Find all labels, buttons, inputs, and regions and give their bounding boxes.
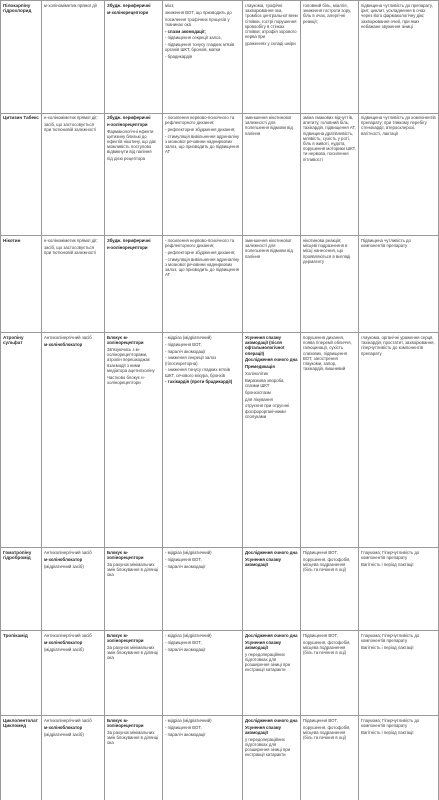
- text-line: Антихолінергічний засіб: [44, 633, 92, 638]
- text-line: Глаукома; Гіперчутливість до компонентів препарату: [361, 633, 420, 644]
- text-line: - посилення нервово-психічного та рефлекторного дихання;: [165, 238, 235, 249]
- side-effects-cell: [301, 631, 359, 715]
- text-line: - параліч акомодації: [165, 731, 206, 737]
- text-line: - підвищення секреції залоз,: [165, 35, 222, 41]
- mechanism-cell: [105, 631, 163, 715]
- indications-cell: [243, 236, 301, 332]
- text-line: н-холінорецептори: [107, 244, 148, 250]
- text-line: - параліч акомодації: [165, 646, 206, 652]
- contraindications-cell: [359, 631, 439, 715]
- table-row: [0, 0, 439, 114]
- text-line: зменшення нікотинової залежності для полегшення відмови від паління: [245, 238, 293, 259]
- text-line: - мідріаз (мідріатичний): [165, 718, 212, 723]
- text-line: Підвищення ВОТ,: [303, 550, 338, 555]
- text-line: порушення, фотофобія, місцева подразнення (біль та печіння в оці): [303, 639, 351, 656]
- drug-name-cell: [0, 113, 42, 235]
- text-line: Усунення спазму акомодації: [245, 556, 282, 567]
- text-line: глаукома, органічні ураження серця, тахікардія, простатит, захворювання, гіперчутливість до компонентів препарату: [361, 335, 435, 356]
- text-line: Фармакологічні ефекти цитизину близькі до ефектів нікотину, що дає можливість поступово відвикнути від паління: [107, 128, 157, 155]
- text-line: підвищена чутливість до компонентів препарату; при тяжкому перебігу стенокардії, атеросклерозі, вагітності, лактації: [361, 115, 436, 136]
- side-effects-cell: [301, 548, 359, 630]
- text-line: порушення, фотофобія, місцева подразнення (біль та печіння в оці): [303, 724, 351, 741]
- text-line: - параліч акомодації: [165, 348, 206, 354]
- text-line: н-холінорецептори: [107, 121, 148, 127]
- text-line: - рефлекторне збудження дихання;: [165, 127, 236, 132]
- indications-cell: [243, 113, 301, 235]
- text-line: (мідріатичний засіб): [44, 646, 84, 652]
- text-line: Глаукома; Гіперчутливість до компонентів препарату: [361, 718, 420, 729]
- text-line: - стимуляція вивільнення адреналіну з мозкової речовини надниркових залоз, що призводить до підвищення АТ: [165, 133, 240, 155]
- text-line: (мідріатичний засіб): [44, 731, 84, 737]
- text-line: - підвищення ВОТ,: [165, 724, 202, 730]
- indications-cell: [243, 631, 301, 715]
- group-cell: [42, 716, 105, 800]
- contraindications-cell: [359, 716, 439, 800]
- text-line: Зв'язуючись з м-холінорецепторами, атропін перешкоджає взаємодії з ними медіатора ацетилхоліну: [107, 347, 155, 373]
- text-line: порушення дихання, поява гіперемії обличчя, галюцинації, сухість слизових, підвищення ВОТ, загострення глаукоми, запор, тахікардія, вишневий: [303, 335, 352, 372]
- text-line: бронхоспазм: [245, 389, 271, 395]
- text-line: Вагітність і період лактації: [361, 562, 414, 567]
- text-line: м-холіноблокатор: [44, 556, 83, 562]
- text-line: - посилення нервово-психічного та рефлекторного дихання;: [165, 115, 235, 126]
- text-line: засіб, що застосовується при тютюновій залежності: [44, 244, 97, 255]
- text-line: нікотинова реакція; місцеві подразнення в місці нанесення, що проявляються в вигляді дерматиту: [303, 238, 351, 264]
- drug-name: Тропікамід: [3, 633, 28, 638]
- text-line: Усунення спазму акомодації: [245, 724, 282, 735]
- effects-cell: [163, 333, 243, 547]
- text-line: - мідріаз (мідріатичний): [165, 335, 212, 340]
- text-line: - стимуляція вивільнення адреналіну з мозкової речовини надниркових залоз, що призводить до підвищення АТ: [165, 256, 240, 278]
- text-line: За рахунок мінімальних змін блокування в ділянці ока: [107, 645, 159, 661]
- text-line: Вагітність і період лактації: [361, 730, 414, 735]
- group-cell: [42, 333, 105, 547]
- text-line: Антихолінергічний засіб: [44, 718, 92, 723]
- table-row: [0, 333, 439, 548]
- effects-cell: [163, 113, 243, 235]
- text-line: Антихолінергічний засіб: [44, 335, 92, 340]
- text-line: ураженнях у складі шкіри: [245, 41, 296, 47]
- text-line: Усунення спазму акомодації: [245, 639, 282, 650]
- text-line: у передопераційних підготовках для розширення зіниці при екстракції катаракти: [245, 651, 291, 673]
- text-line: глаукома, трофічні захворювання ока, тромбоз центральної вени сітківки, гострі порушення кровообігу в стінках сітківки; атрофія зорового нерва при: [245, 3, 298, 40]
- group-cell: [42, 113, 105, 235]
- text-line: Підвищення ВОТ,: [303, 633, 338, 638]
- text-line: Дослідження очного дна: [245, 633, 298, 638]
- text-line: Підвищена чутливість до компонентів препарату: [361, 238, 411, 249]
- text-line: н-холіноміметик прямої дії;: [44, 238, 98, 243]
- text-line: зниження ВОТ, що призводить до: [165, 9, 232, 15]
- text-line: - спазм акомодації;: [165, 28, 206, 34]
- drug-name-cell: [0, 716, 42, 800]
- text-line: (мідріатичний засіб): [44, 563, 84, 569]
- text-line: Усунення спазму акомодації (після офтальмологічної операції): [245, 335, 285, 356]
- effects-cell: [163, 716, 243, 800]
- text-line: Блокує м-холінорецептори: [107, 335, 144, 346]
- drug-name-cell: [0, 333, 42, 547]
- text-line: За рахунок мінімальних змін блокування в ділянці ока: [107, 730, 159, 746]
- text-line: підвищена чутливість до препарату, ірит, циклит, ускладнення в очах через його фармакологічну дію; захворювання очей, при яких небажане звуження зіниці: [361, 3, 433, 29]
- contraindications-cell: [359, 333, 439, 547]
- text-line: - рефлекторне збудження дихання;: [165, 250, 236, 255]
- text-line: Підвищення ВОТ,: [303, 718, 338, 723]
- text-line: - зниження секреції залоз (гіпосекреторна): [165, 355, 217, 366]
- text-line: Блокує м-холінорецептори: [107, 633, 144, 644]
- text-line: - підвищення ВОТ,: [165, 639, 202, 645]
- text-line: Антихолінергічний засіб: [44, 550, 92, 555]
- text-line: - підвищення ВОТ,: [165, 341, 202, 347]
- mechanism-cell: [105, 716, 163, 800]
- drug-name-cell: [0, 236, 42, 332]
- drug-name: Цитизин Табекс: [3, 115, 39, 120]
- text-line: - підвищення ВОТ,: [165, 556, 202, 562]
- drug-name-cell: [0, 1, 42, 113]
- effects-cell: [163, 236, 243, 332]
- side-effects-cell: [301, 716, 359, 800]
- text-line: м-холінорецептори: [107, 9, 149, 15]
- text-line: м-холіноблокатор: [44, 724, 83, 730]
- text-line: - мідріаз (мідріатичний): [165, 633, 212, 638]
- text-line: Блокує м-холінорецептори: [107, 718, 144, 729]
- side-effects-cell: [301, 1, 359, 113]
- text-line: - зниження тонусу гладких м'язів ШКТ, сечового міхура, бронхів: [165, 367, 230, 378]
- text-line: Глаукома; Гіперчутливість до компонентів препарату: [361, 550, 420, 561]
- drug-name-cell: [0, 548, 42, 630]
- text-line: порушення, фотофобія, місцева подразнення (біль та печіння в оці): [303, 556, 351, 573]
- table-row: [0, 236, 439, 333]
- text-line: Блокує м-холінорецептори: [107, 550, 144, 561]
- side-effects-cell: [301, 236, 359, 332]
- text-line: Вагітність і період лактації: [361, 645, 414, 650]
- text-line: отруєння при отруєнні фосфорорганічними сполуками: [245, 403, 290, 419]
- drug-name: Циклопентолат Цикломед: [3, 718, 38, 729]
- text-line: м-холіноблокатор: [44, 341, 83, 347]
- text-line: Збудж. периферичні: [107, 115, 151, 120]
- indications-cell: [243, 333, 301, 547]
- text-line: Дослідження очного дна: [245, 550, 298, 555]
- text-line: - мідріаз (мідріатичний): [165, 550, 212, 555]
- text-line: Холінолітик: [245, 371, 268, 376]
- drug-name: Гоматропіну гідробромід: [3, 550, 32, 561]
- mechanism-cell: [105, 1, 163, 113]
- text-line: Дослідження очного дна: [245, 718, 298, 723]
- drug-name-cell: [0, 631, 42, 715]
- text-line: зменшення нікотинової залежності для полегшення відмови від паління: [245, 115, 293, 136]
- text-line: під дією рецептора: [107, 156, 146, 162]
- drug-name: Пілокарпіну гідрохлорид: [3, 3, 32, 14]
- mechanism-cell: [105, 113, 163, 235]
- effects-cell: [163, 548, 243, 630]
- mechanism-cell: [105, 236, 163, 332]
- text-line: для лікування: [245, 396, 273, 402]
- text-line: Збудж. периферичні: [107, 3, 151, 8]
- text-line: Частково блокує н-холінорецептори: [107, 374, 145, 385]
- group-cell: [42, 548, 105, 630]
- table-row: [0, 631, 439, 716]
- text-line: посилення трофічних процесів у тканинах ока: [165, 16, 230, 27]
- text-line: зміна смакових відчуттів, апетиту, головний біль, тахікардія, підвищення АТ, підвищена дратівливість, млявість, сухість у роті, біль в животі, нудота, порушення моторики ШКТ, ти нервова, посилення пітливості: [303, 115, 356, 162]
- drug-name: Нікотин: [3, 238, 21, 243]
- side-effects-cell: [301, 333, 359, 547]
- contraindications-cell: [359, 113, 439, 235]
- contraindications-cell: [359, 1, 439, 113]
- group-cell: [42, 1, 105, 113]
- text-line: у передопераційних підготовках для розширення зіниці при екстракції катаракти: [245, 736, 291, 758]
- indications-cell: [243, 716, 301, 800]
- text-line: засіб, що застосовується при тютюновій залежності: [44, 121, 97, 132]
- text-line: міоз;: [165, 3, 175, 8]
- text-line: - тахікардія (проти брадикардії): [165, 379, 233, 385]
- text-line: Премедикація: [245, 364, 275, 370]
- text-line: За рахунок мінімальних змін блокування в ділянці ока: [107, 562, 159, 578]
- group-cell: [42, 236, 105, 332]
- indications-cell: [243, 1, 301, 113]
- text-line: головний біль, міалгія, зниження гостроти зору, біль в очах, алергічні реакції;: [303, 3, 352, 24]
- text-line: м-холіноблокатор: [44, 639, 83, 645]
- text-line: м-холіноміметик прямої дії: [44, 3, 97, 8]
- group-cell: [42, 631, 105, 715]
- effects-cell: [163, 1, 243, 113]
- mechanism-cell: [105, 548, 163, 630]
- drug-name: Атропіну сульфат: [3, 335, 24, 346]
- text-line: Збудж. периферичні: [107, 238, 151, 243]
- text-line: - підвищення тонусу гладких м'язів органів ШКТ, бронхів, матки: [165, 42, 235, 53]
- table-row: [0, 113, 439, 236]
- table-row: [0, 716, 439, 800]
- text-line: н-холіноміметик прямої дії;: [44, 115, 98, 120]
- mechanism-cell: [105, 333, 163, 547]
- text-line: - брадикардія: [165, 54, 193, 60]
- text-line: Виразкова хвороба, спазми ШКТ: [245, 377, 285, 388]
- contraindications-cell: [359, 548, 439, 630]
- effects-cell: [163, 631, 243, 715]
- text-line: - параліч акомодації: [165, 563, 206, 569]
- indications-cell: [243, 548, 301, 630]
- text-line: Дослідження очного дна: [245, 357, 298, 363]
- table-row: [0, 548, 439, 631]
- contraindications-cell: [359, 236, 439, 332]
- side-effects-cell: [301, 113, 359, 235]
